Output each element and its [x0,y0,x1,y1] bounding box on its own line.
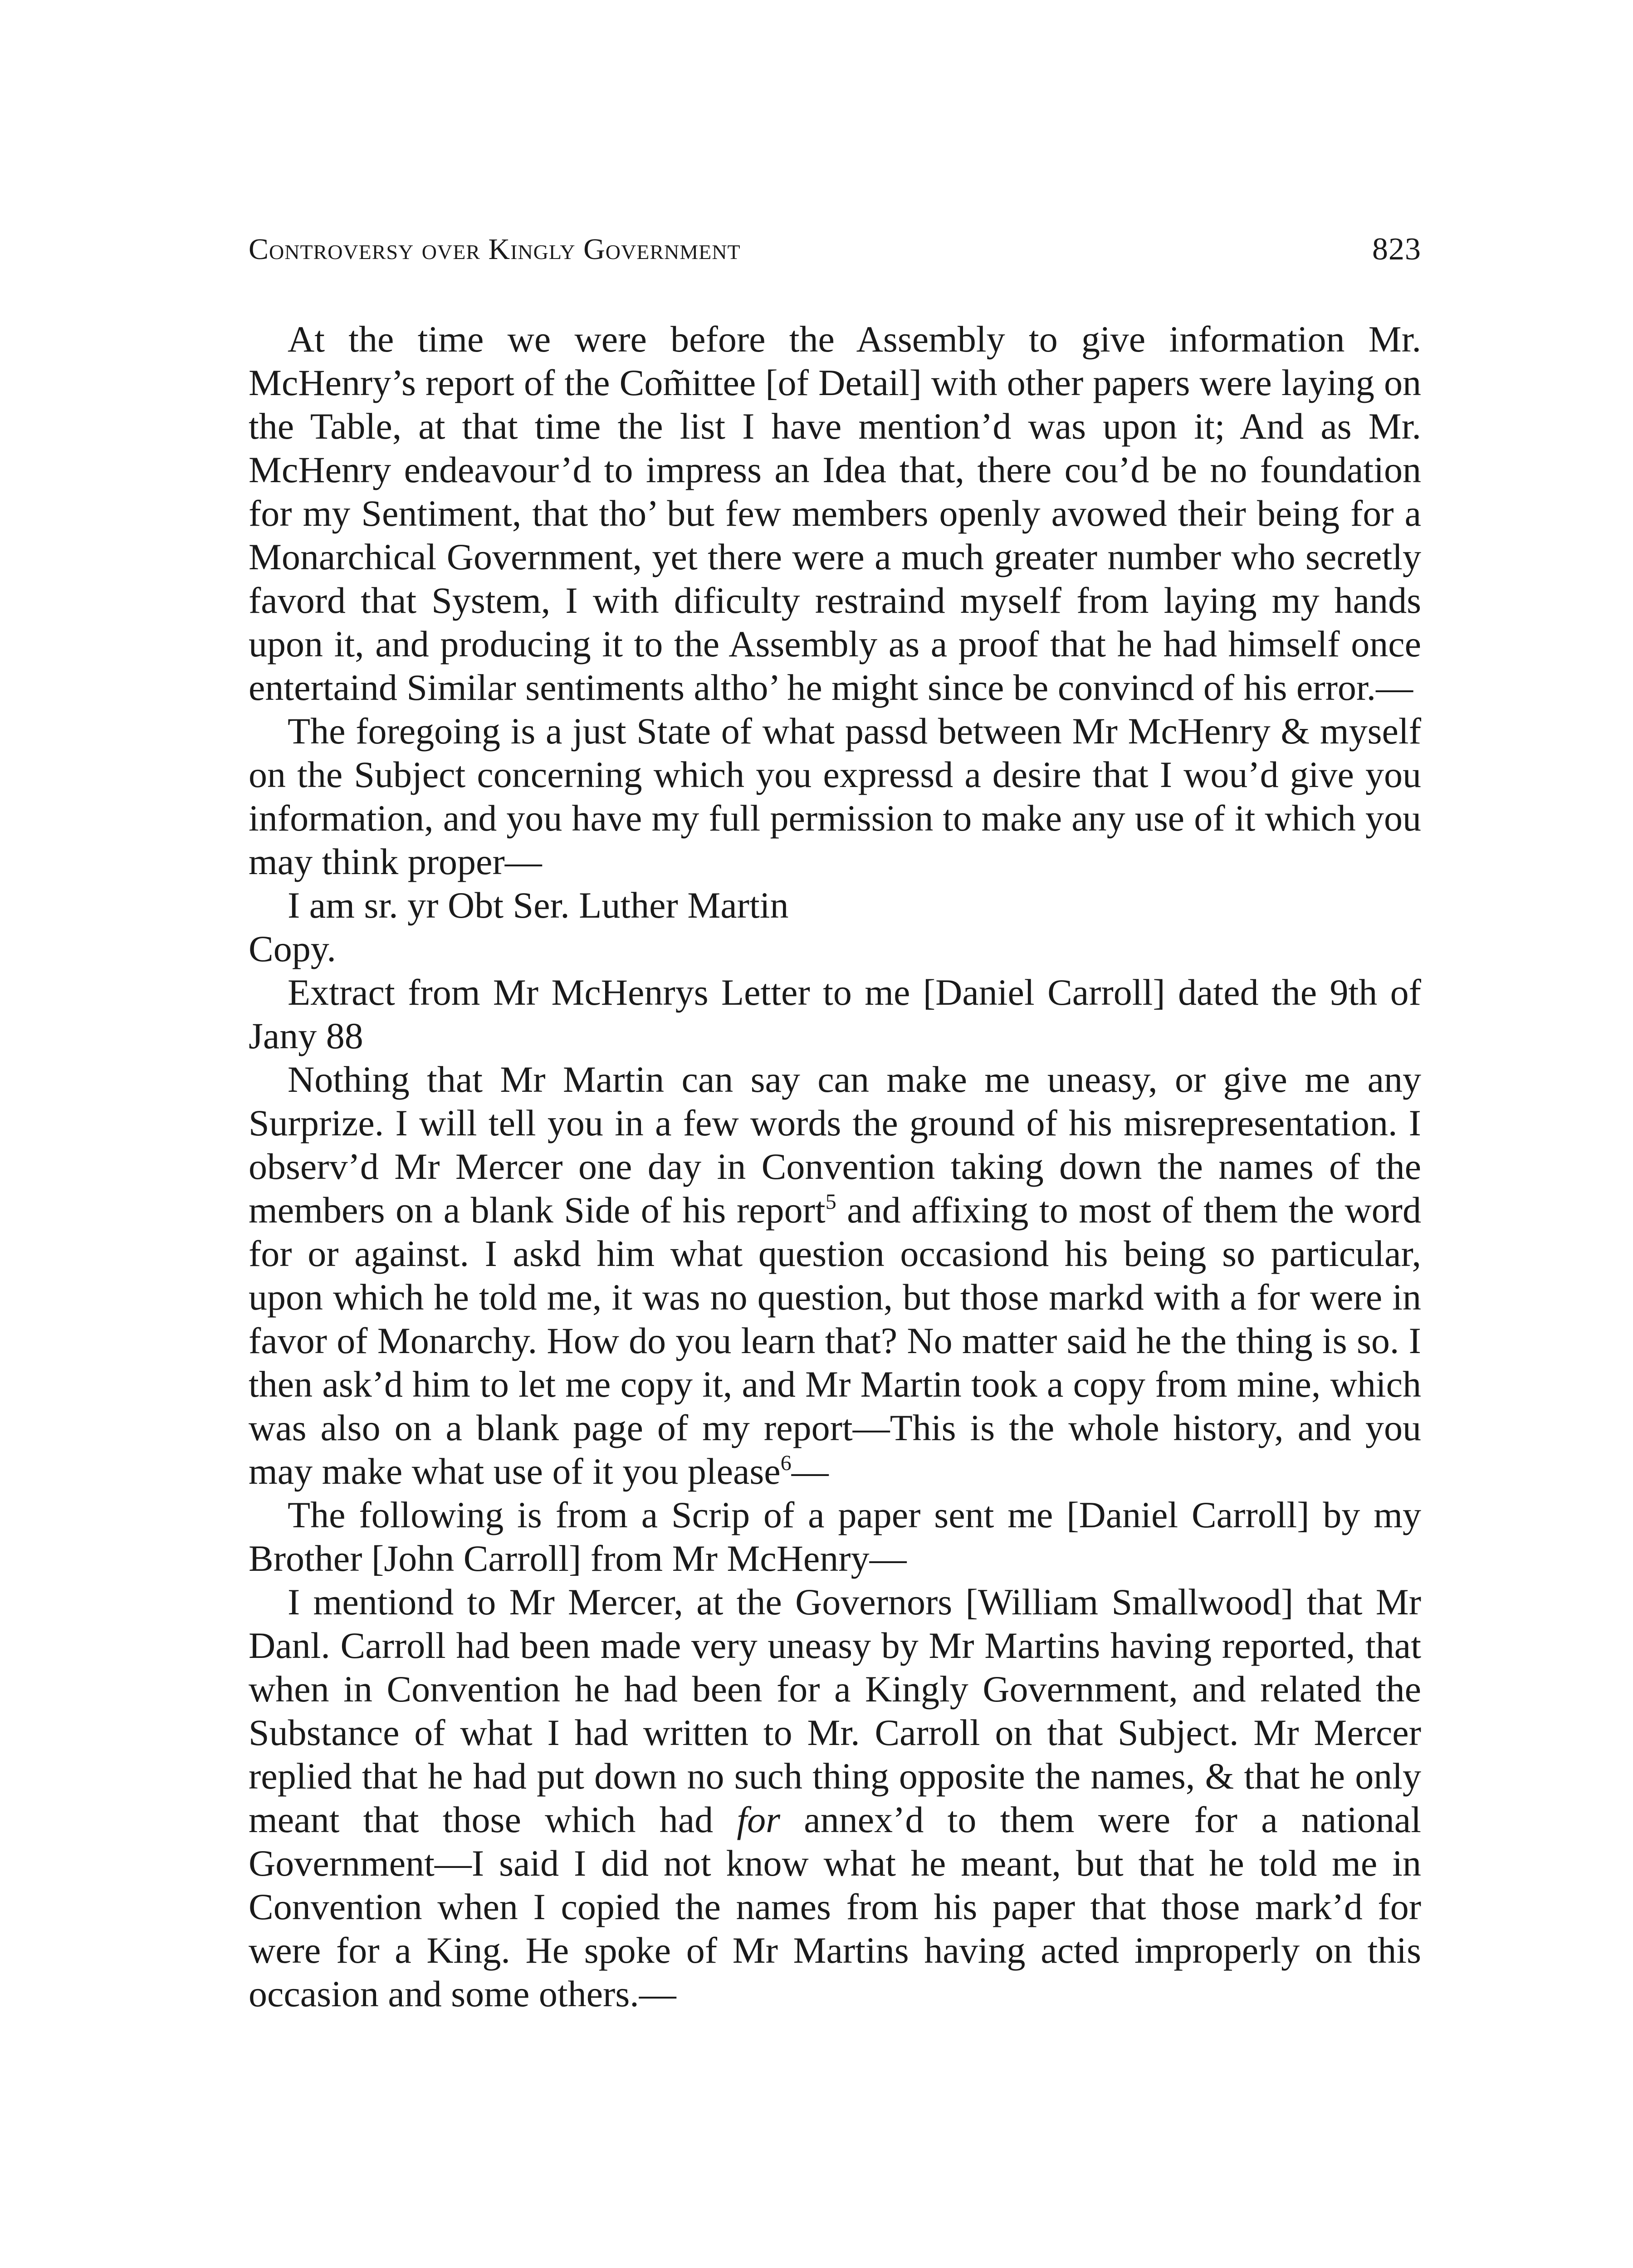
paragraph-mchenry-letter [249,1058,1421,1493]
paragraph-scrip: The following is from a Scrip of a paper sent me [Daniel Carroll] by my Brother [John Carroll] from Mr McHenry— [249,1494,1421,1579]
paragraph-foregoing: The foregoing is a just State of what passd between Mr McHenry & myself on the Subject concerning which you expressd a desire that I wou’d give you information, and you have my full permission to make any use of it which you may think proper— [249,710,1421,882]
mercer-text-part-2: annex’d to them were for a national Government—I said I did not know what he meant, but that he told me in Convention when I copied the names from his paper that those mark’d for were for a King. He spoke of Mr Martins having acted improperly on this occasion and some others.— [249,1799,1421,2014]
body-text [249,318,1421,2016]
signature-line: I am sr. yr Obt Ser. Luther Martin [288,885,789,926]
paragraph-mercer [249,1580,1421,2016]
page-number: 823 [1372,232,1421,267]
running-head [249,227,1421,281]
mercer-text-part-1: I mentiond to Mr Mercer, at the Governors [William Smallwood] that Mr Danl. Carroll had been made very uneasy by Mr Martins having reported, that when in Convention he had been for a Kingly Government, and related the Substance of what I had written to Mr. Carroll on that Subject. Mr Mercer replied that he had put down no such thing opposite the names, & that he only meant that those which had [249,1581,1421,1840]
letter-text-part-3: — [791,1451,829,1492]
extract-heading: Extract from Mr McHenrys Letter to me [Daniel Carroll] dated the 9th of Jany 88 [249,972,1421,1056]
letter-text-part-2: and affixing to most of them the word for or against. I askd him what question occasiond his being so particular, upon which he told me, it was no question, but those markd with a for were in favor of Monarchy. How do you learn that? No matter said he the thing is so. I then ask’d him to let me copy it, and Mr Martin took a copy from mine, which was also on a blank page of my report—This is the whole history, and you may make what use of it you please [249,1189,1421,1492]
italic-for: for [737,1799,781,1840]
copy-note: Copy. [249,928,336,969]
footnote-marker-6: 6 [780,1451,792,1475]
running-title: Controversy over Kingly Government [249,233,741,266]
paragraph-assembly: At the time we were before the Assembly to give information Mr. McHenry’s report of the Com̃ittee [of Detail] with other papers were laying on the Table, at that time the list I have mention’d was upon it; And as Mr. McHenry endeavour’d to impress an Idea that, there cou’d be no foundation for my Sentiment, that tho’ but few members openly avowed their being for a Monarchical Government, yet there were a much greater number who secretly favord that System, I with dificulty restraind myself from laying my hands upon it, and producing it to the Assembly as a proof that he had himself once entertaind Similar sentiments altho’ he might since be convincd of his error.— [249,318,1421,708]
letter-text-part-1: Nothing that Mr Martin can say can make me uneasy, or give me any Surprize. I will tell you in a few words the ground of his misrepresentation. I observ’d Mr Mercer one day in Convention taking down the names of the members on a blank Side of his report [249,1059,1421,1231]
footnote-marker-5: 5 [825,1190,836,1214]
